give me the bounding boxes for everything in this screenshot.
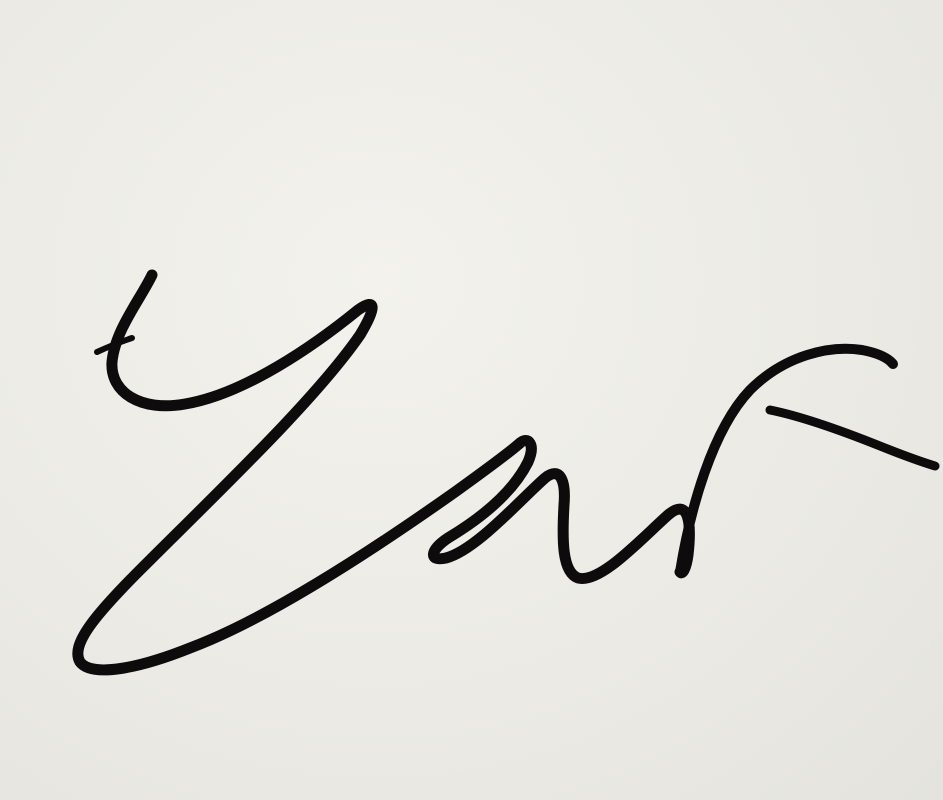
- signature-stroke-hook: [78, 275, 520, 670]
- signature-strokes: [78, 275, 935, 670]
- signature-stroke-arc: [680, 349, 893, 572]
- signature-stroke-middle: [433, 440, 689, 578]
- signature-stroke-dash: [770, 410, 935, 466]
